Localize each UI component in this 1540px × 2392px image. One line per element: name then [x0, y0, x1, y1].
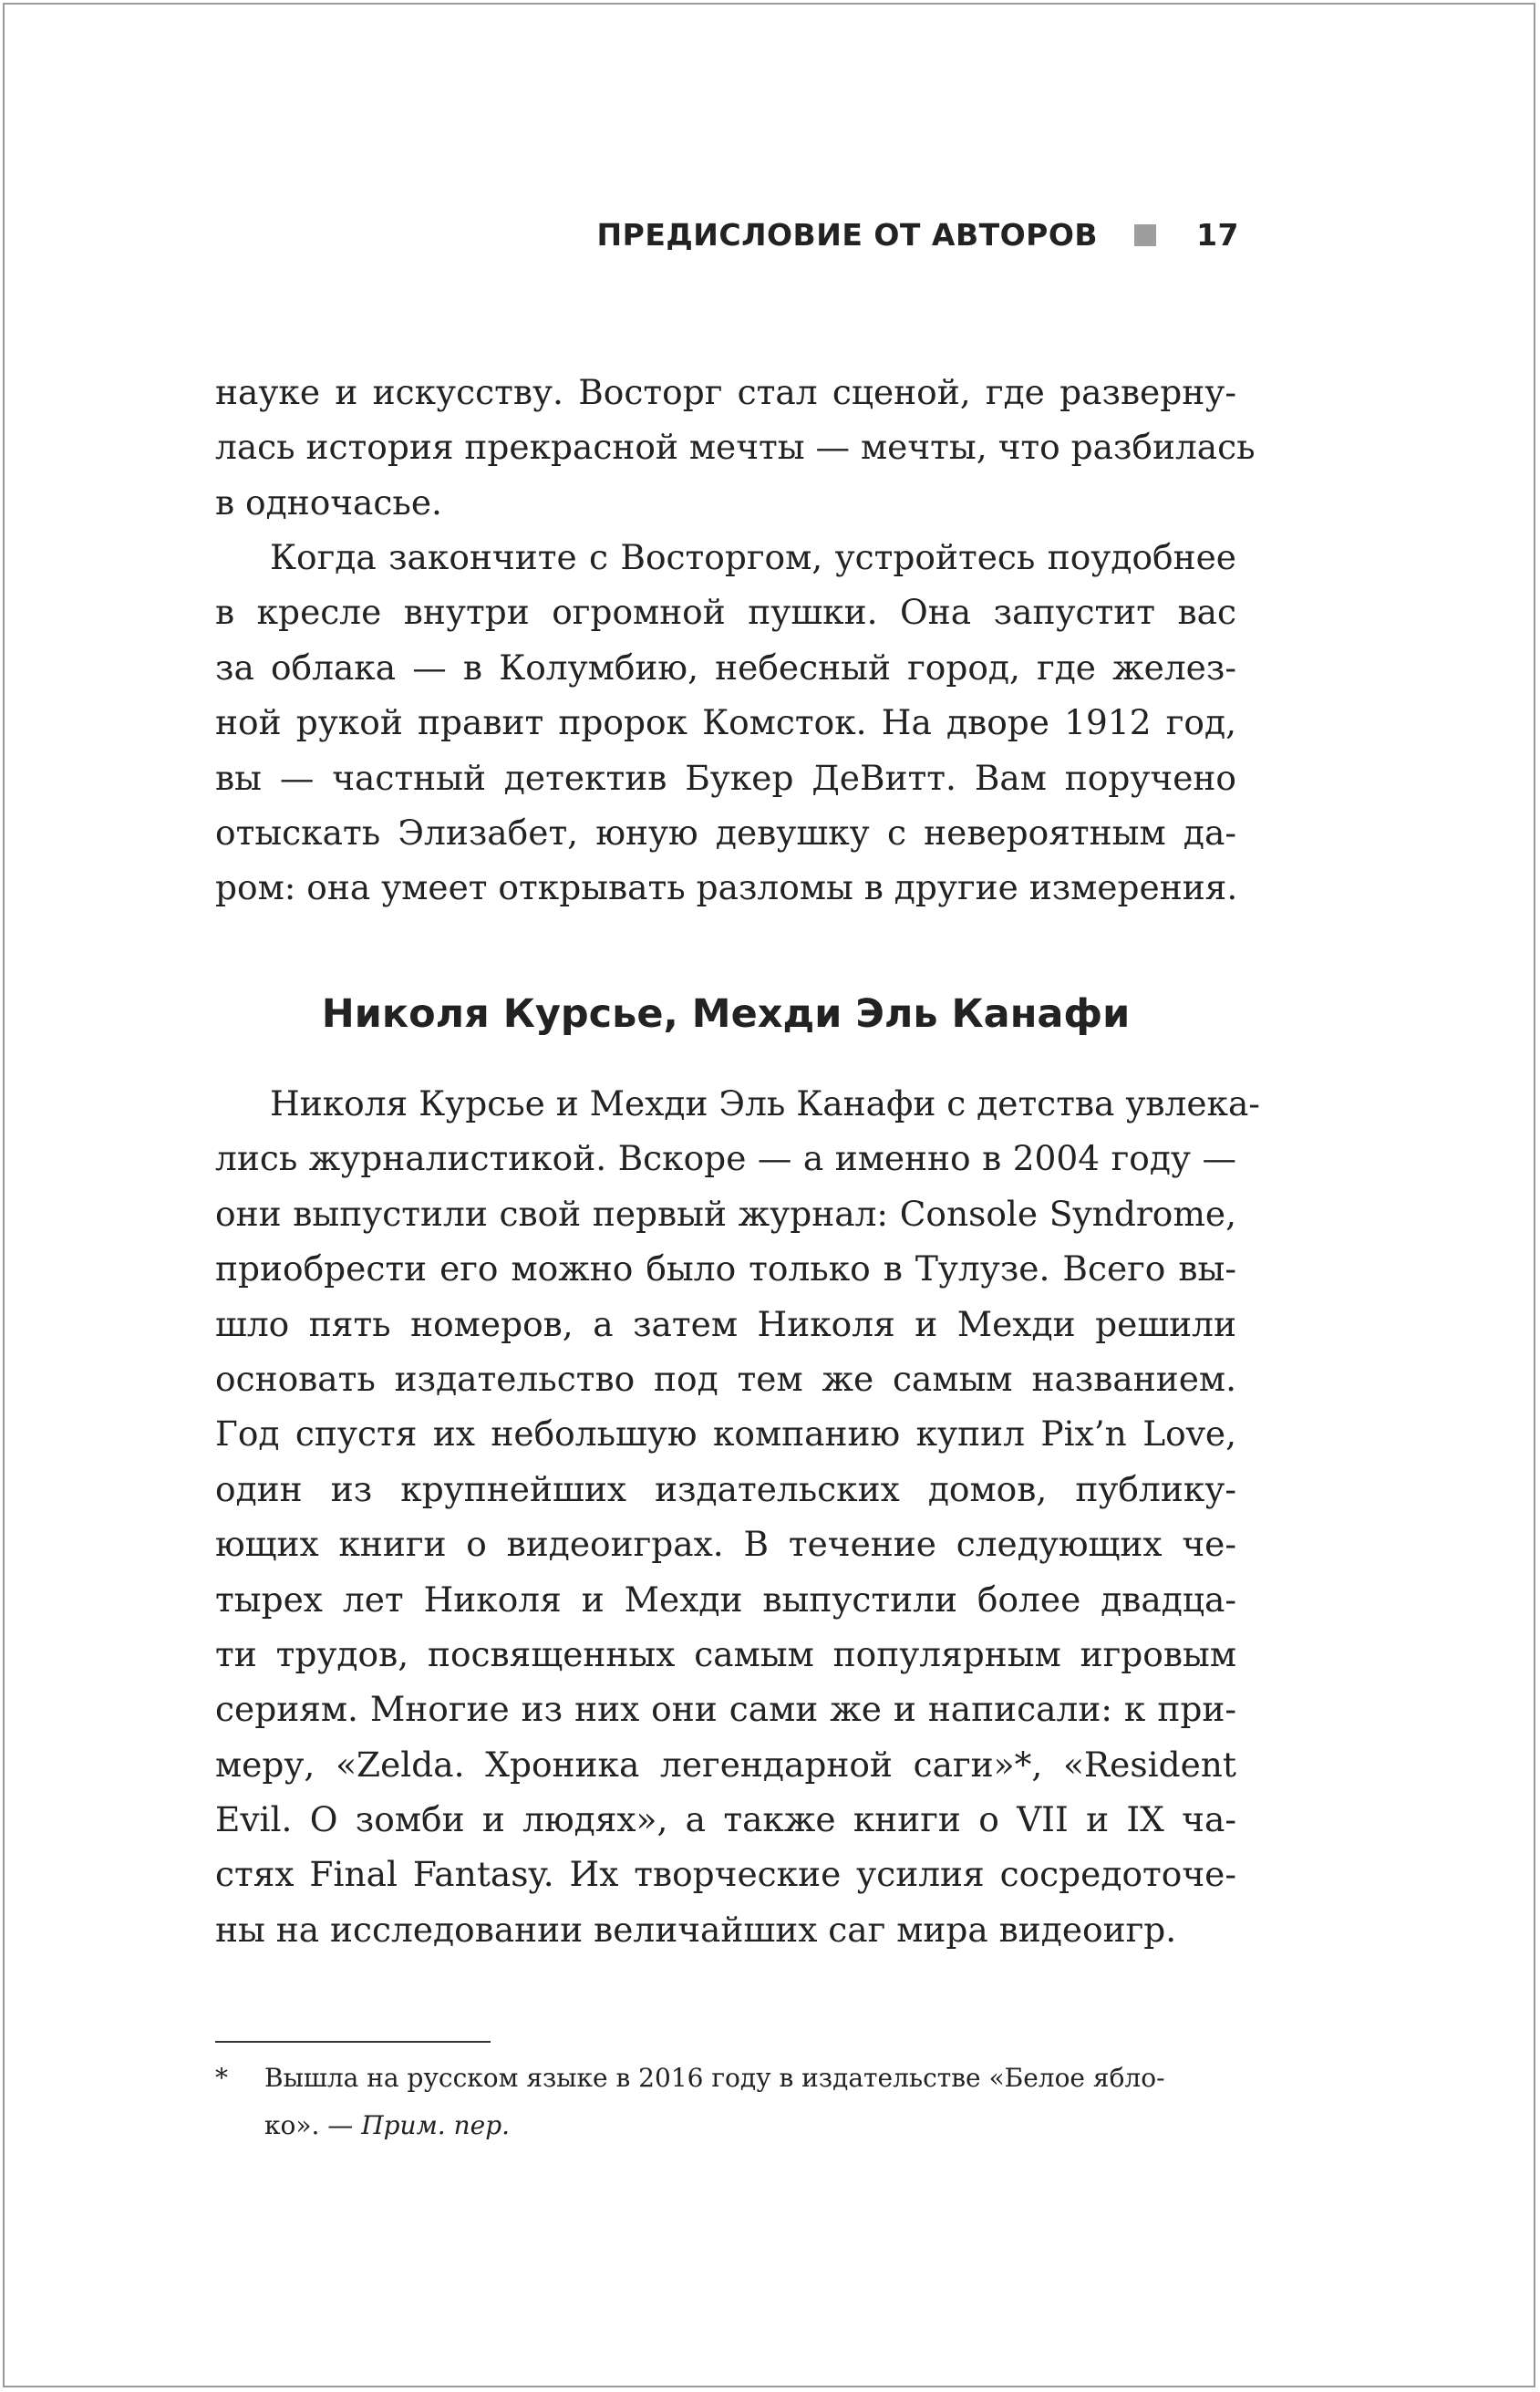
text-line: отыскать Элизабет, юную девушку с невероятным да- [215, 812, 1236, 853]
footnote-line [215, 2102, 1236, 2149]
text-line: Evil. О зомби и людях», а также книги о VII и IX ча- [215, 1799, 1236, 1840]
text-line: шло пять номеров, а затем Николя и Мехди решили [215, 1303, 1236, 1344]
footnote-line [215, 2055, 1236, 2102]
footnote-separator [215, 2041, 491, 2043]
text-line: основать издательство под тем же самым названием. [215, 1358, 1236, 1399]
authors-paragraph [215, 1076, 1260, 1957]
text-line: сериям. Многие из них они сами же и написали: к при- [215, 1689, 1236, 1730]
square-bullet-icon [1134, 224, 1156, 246]
text-line: ти трудов, посвященных самым популярным игровым [215, 1633, 1236, 1674]
text-line: они выпустили свой первый журнал: Console Syndrome, [215, 1193, 1236, 1234]
running-header [597, 217, 1239, 253]
text-line: стях Final Fantasy. Их творческие усилия сосредоточе- [215, 1854, 1236, 1895]
intro-paragraph [215, 365, 1256, 530]
text-line: лась история прекрасной мечты — мечты, что разбилась [215, 427, 1256, 468]
text-line: в кресле внутри огромной пушки. Она запустит вас [215, 592, 1236, 633]
text-line: вы — частный детектив Букер ДеВитт. Вам поручено [215, 757, 1236, 798]
page-number: 17 [1196, 217, 1239, 253]
footnote [215, 2055, 1236, 2149]
text-line: науке и искусству. Восторг стал сценой, где разверну- [215, 372, 1236, 412]
text-line: лись журналистикой. Вскоре — а именно в 2004 году — [215, 1138, 1236, 1179]
text-line: за облака — в Колумбию, небесный город, где желез- [215, 647, 1236, 688]
text-line: ром: она умеет открывать разломы в другие измерения. [215, 867, 1238, 908]
text-line: меру, «Zelda. Хроника легендарной саги»*, «Resident [215, 1744, 1236, 1785]
footnote-marker: * [215, 2063, 228, 2093]
bioshock-paragraph [215, 530, 1236, 916]
text-line: Когда закончите с Восторгом, устройтесь поудобнее [270, 537, 1236, 577]
text-line: Год спустя их небольшую компанию купил Pix’n Love, [215, 1413, 1236, 1455]
translator-note: Прим. пер. [361, 2110, 511, 2140]
footnote-text: Вышла на русском языке в 2016 году в издательстве «Белое ябло- [264, 2063, 1165, 2093]
footnote-text: ко». — [264, 2110, 362, 2140]
text-line: ны на исследовании величайших саг мира видеоигр. [215, 1909, 1177, 1950]
text-line: тырех лет Николя и Мехди выпустили более двадца- [215, 1579, 1236, 1620]
text-line: ной рукой правит пророк Комсток. На дворе 1912 год, [215, 702, 1236, 743]
text-line: в одночасье. [215, 482, 442, 523]
section-title: ПРЕДИСЛОВИЕ ОТ АВТОРОВ [596, 217, 1099, 253]
section-heading: Николя Курсье, Мехди Эль Канафи [321, 991, 1131, 1037]
text-line: приобрести его можно было только в Тулузе. Всего вы- [215, 1248, 1236, 1289]
text-line: Николя Курсье и Мехди Эль Канафи с детства увлека- [270, 1083, 1260, 1124]
text-line: ющих книги о видеоиграх. В течение следующих че- [215, 1524, 1236, 1565]
text-line: один из крупнейших издательских домов, публику- [215, 1468, 1236, 1509]
